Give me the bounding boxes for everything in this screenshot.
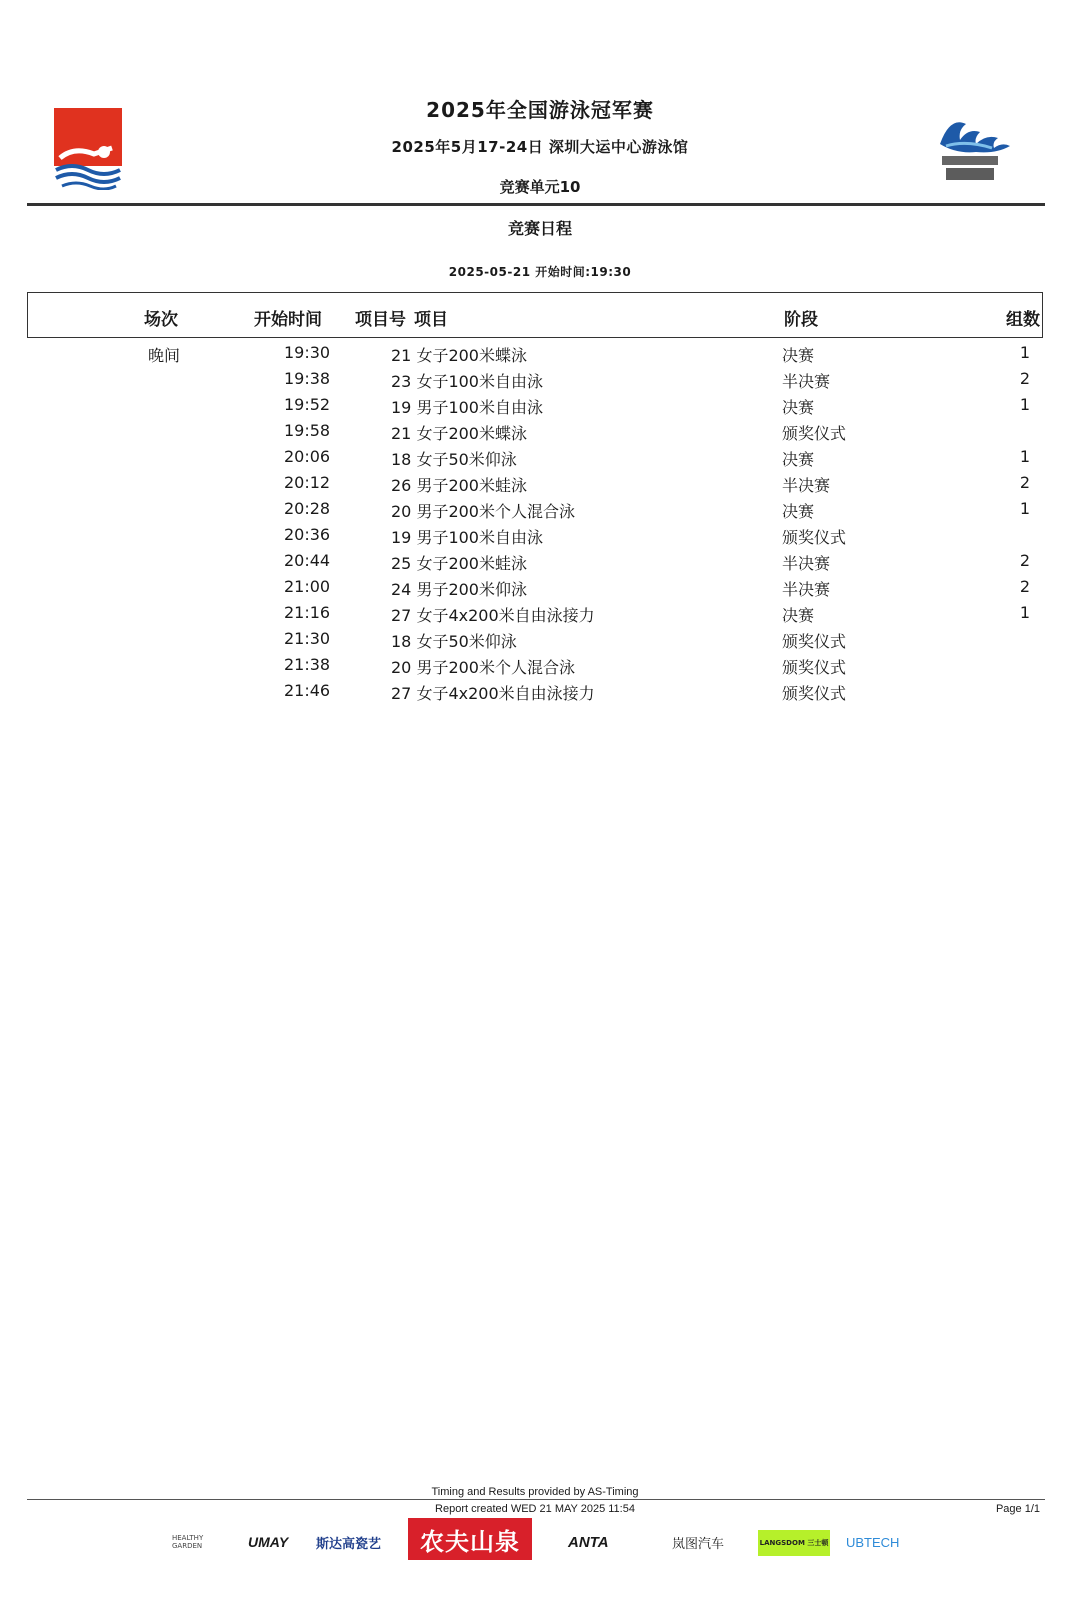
sponsor-ubtech	[846, 1522, 899, 1562]
table-row	[0, 549, 1080, 575]
heats-cell: 2	[1019, 551, 1030, 570]
event-cell: 21 女子200米蝶泳	[391, 346, 527, 365]
stage-cell: 决赛	[782, 450, 815, 469]
sponsor-anta-label: ANTA	[568, 1533, 609, 1551]
time-cell: 21:46	[284, 681, 331, 700]
report-created: Report created WED 21 MAY 2025 11:54	[435, 1503, 635, 1515]
sponsor-langsdom	[758, 1530, 830, 1556]
stage-cell: 决赛	[782, 346, 815, 365]
stage-cell: 半决赛	[782, 580, 831, 599]
stage-cell: 颁奖仪式	[782, 424, 847, 443]
sponsor-ubtech-label: UBTECH	[846, 1534, 900, 1550]
sponsor-sida-label: 斯达高瓷艺	[316, 1536, 382, 1552]
column-header-start-time: 开始时间	[254, 310, 322, 330]
session-cell: 晚间	[148, 346, 181, 365]
heats-cell: 1	[1019, 447, 1030, 466]
sponsor-langsdom-label: LANGSDOM 三士顿	[759, 1539, 829, 1547]
event-cell: 27 女子4x200米自由泳接力	[391, 606, 595, 625]
stage-cell: 决赛	[782, 502, 815, 521]
stage-cell: 颁奖仪式	[782, 632, 847, 651]
table-row	[0, 601, 1080, 627]
timing-provider: Timing and Results provided by AS-Timing	[431, 1486, 639, 1498]
table-header	[27, 292, 1043, 338]
stage-cell: 颁奖仪式	[782, 528, 847, 547]
time-cell: 19:52	[284, 395, 331, 414]
event-cell: 20 男子200米个人混合泳	[391, 658, 575, 677]
championship-wave-logo-icon	[936, 110, 1014, 186]
stage-cell: 半决赛	[782, 476, 831, 495]
event-cell: 25 女子200米蛙泳	[391, 554, 527, 573]
event-cell: 26 男子200米蛙泳	[391, 476, 527, 495]
sponsor-nongfu-spring	[408, 1518, 532, 1560]
heats-cell: 2	[1019, 577, 1030, 596]
table-row	[0, 497, 1080, 523]
heats-cell: 1	[1019, 603, 1030, 622]
table-row	[0, 653, 1080, 679]
sponsor-healthy-garden	[172, 1522, 222, 1562]
table-row	[0, 419, 1080, 445]
time-cell: 20:06	[284, 447, 331, 466]
stage-cell: 半决赛	[782, 372, 831, 391]
time-cell: 21:16	[284, 603, 331, 622]
event-dates-venue: 2025年5月17-24日 深圳大运中心游泳馆	[391, 138, 689, 156]
table-row	[0, 445, 1080, 471]
event-cell: 20 男子200米个人混合泳	[391, 502, 575, 521]
heats-cell: 2	[1019, 473, 1030, 492]
table-row	[0, 575, 1080, 601]
sponsor-umay-label: UMAY	[248, 1534, 289, 1550]
time-cell: 19:38	[284, 369, 331, 388]
table-row	[0, 679, 1080, 705]
sponsor-anta	[568, 1522, 609, 1562]
column-header-heats: 组数	[1006, 310, 1040, 330]
sponsor-lantu-label: 岚图汽车	[672, 1536, 725, 1552]
time-cell: 19:58	[284, 421, 331, 440]
sponsor-umay	[248, 1522, 288, 1562]
heats-cell: 1	[1019, 343, 1030, 362]
event-cell: 19 男子100米自由泳	[391, 398, 543, 417]
sponsor-nongfu-label: 农夫山泉	[420, 1527, 520, 1556]
table-row	[0, 471, 1080, 497]
table-row	[0, 393, 1080, 419]
heats-cell: 1	[1019, 395, 1030, 414]
time-cell: 20:28	[284, 499, 331, 518]
stage-cell: 颁奖仪式	[782, 658, 847, 677]
time-cell: 20:12	[284, 473, 331, 492]
stage-cell: 决赛	[782, 606, 815, 625]
time-cell: 21:00	[284, 577, 331, 596]
table-row	[0, 341, 1080, 367]
footer-divider	[27, 1499, 1045, 1500]
schedule-table	[0, 341, 1080, 705]
page-number: Page 1/1	[995, 1503, 1040, 1515]
column-header-event: 项目	[414, 310, 448, 330]
time-cell: 20:44	[284, 551, 331, 570]
event-cell: 18 女子50米仰泳	[391, 632, 517, 651]
date-start-time: 2025-05-21 开始时间:19:30	[448, 265, 632, 279]
event-cell: 21 女子200米蝶泳	[391, 424, 527, 443]
column-header-session: 场次	[144, 310, 178, 330]
time-cell: 19:30	[284, 343, 331, 362]
table-row	[0, 627, 1080, 653]
competition-unit: 竞赛单元10	[499, 178, 581, 196]
stage-cell: 颁奖仪式	[782, 684, 847, 703]
stage-cell: 决赛	[782, 398, 815, 417]
stage-cell: 半决赛	[782, 554, 831, 573]
time-cell: 21:38	[284, 655, 331, 674]
heats-cell: 2	[1019, 369, 1030, 388]
sponsor-healthy-garden-label: HEALTHY GARDEN	[172, 1534, 204, 1550]
time-cell: 21:30	[284, 629, 331, 648]
header-divider	[27, 203, 1045, 206]
sponsor-sida	[316, 1522, 381, 1562]
heats-cell: 1	[1019, 499, 1030, 518]
event-cell: 19 男子100米自由泳	[391, 528, 543, 547]
time-cell: 20:36	[284, 525, 331, 544]
column-header-stage: 阶段	[784, 310, 818, 330]
table-row	[0, 523, 1080, 549]
table-row	[0, 367, 1080, 393]
event-cell: 24 男子200米仰泳	[391, 580, 527, 599]
column-header-event-no: 项目号	[355, 310, 406, 330]
event-cell: 27 女子4x200米自由泳接力	[391, 684, 595, 703]
section-title: 竞赛日程	[507, 219, 572, 238]
sponsor-lantu	[672, 1522, 724, 1562]
event-cell: 18 女子50米仰泳	[391, 450, 517, 469]
page-title: 2025年全国游泳冠军赛	[426, 98, 654, 122]
event-cell: 23 女子100米自由泳	[391, 372, 543, 391]
